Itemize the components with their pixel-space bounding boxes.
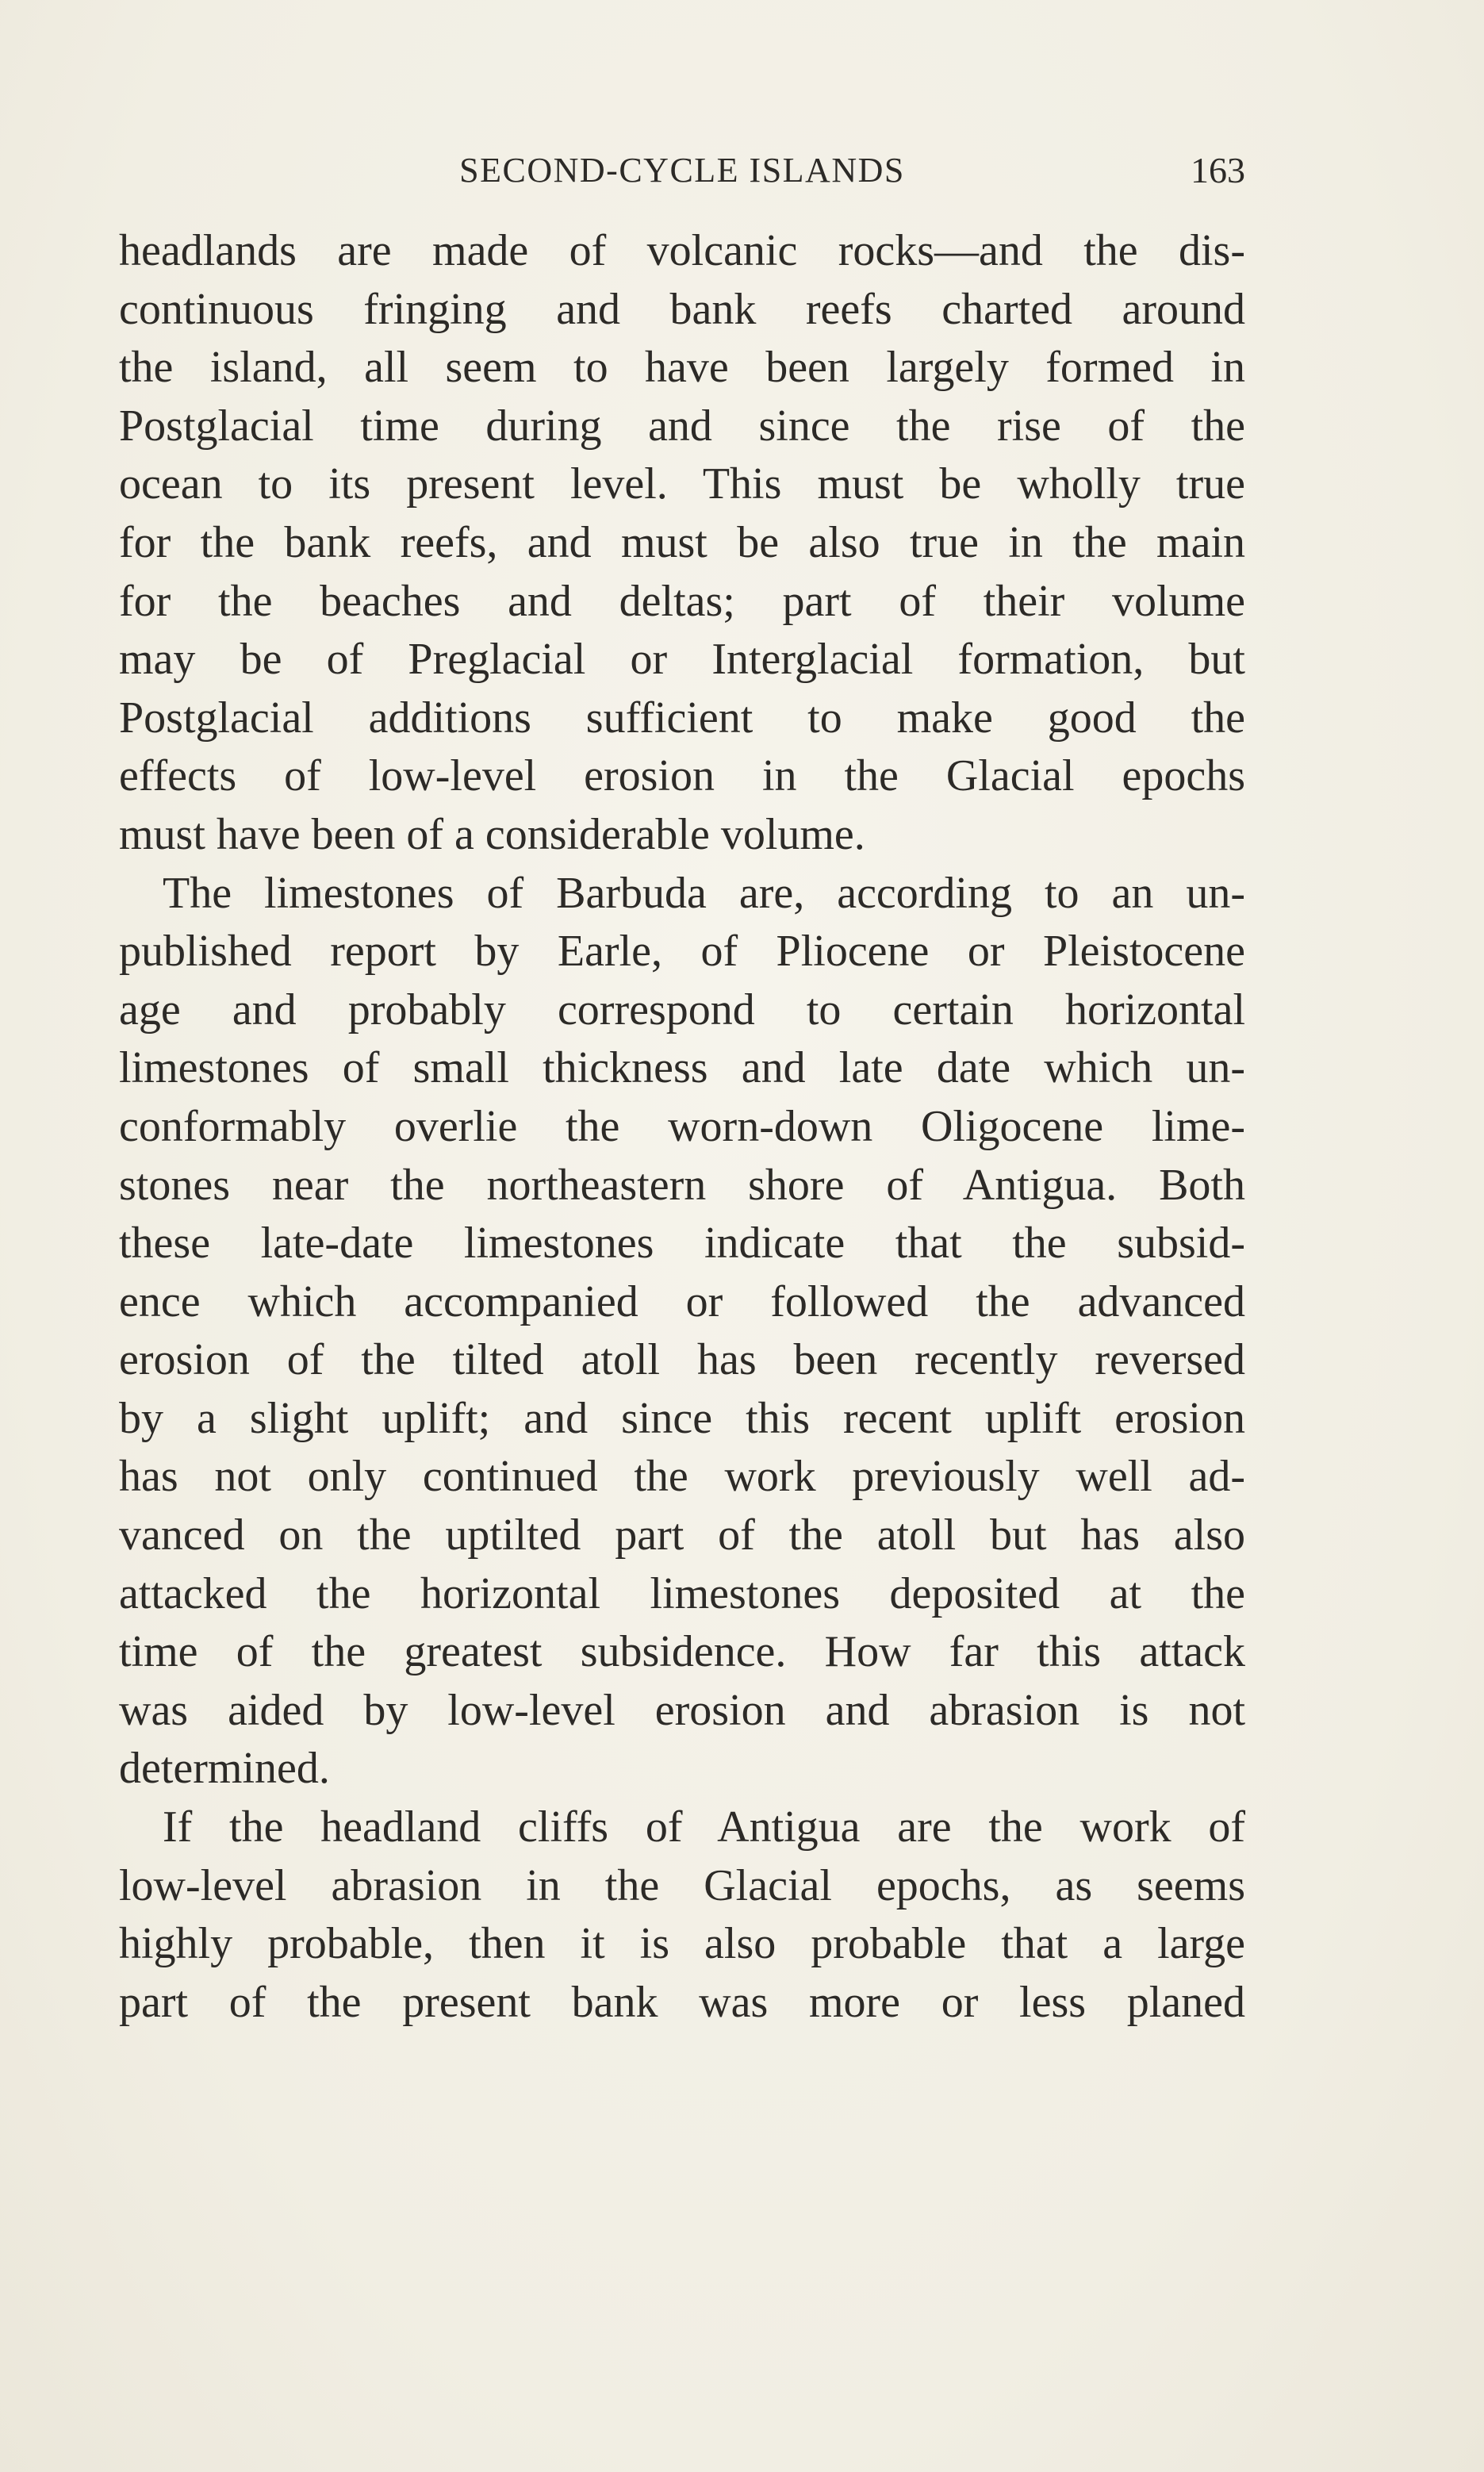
text-line: limestones of small thickness and late date which un- xyxy=(119,1043,1245,1093)
text-line: conformably overlie the worn-down Oligocene lime- xyxy=(119,1101,1245,1151)
text-line: has not only continued the work previously well ad- xyxy=(119,1452,1245,1502)
text-line: erosion of the tilted atoll has been recently reversed xyxy=(119,1335,1245,1385)
text-line: headlands are made of volcanic rocks—and the dis- xyxy=(119,226,1245,275)
text-line: If the headland cliffs of Antigua are the work of xyxy=(163,1802,1245,1852)
page-header xyxy=(119,147,1245,194)
text-line: published report by Earle, of Pliocene or Pleistocene xyxy=(119,927,1245,977)
text-line: the island, all seem to have been largely formed in xyxy=(119,343,1245,393)
text-line: highly probable, then it is also probable that a large xyxy=(119,1919,1245,1969)
text-line: age and probably correspond to certain horizontal xyxy=(119,985,1245,1034)
text-line: must have been of a considerable volume. xyxy=(119,809,865,859)
text-line: was aided by low-level erosion and abrasion is not xyxy=(119,1685,1245,1735)
text-line: part of the present bank was more or less planed xyxy=(119,1977,1245,2027)
text-line: by a slight uplift; and since this recent uplift erosion xyxy=(119,1393,1245,1443)
text-line: Postglacial time during and since the rise of the xyxy=(119,401,1245,451)
text-line: time of the greatest subsidence. How far this attack xyxy=(119,1627,1245,1677)
page-number: 163 xyxy=(1191,150,1245,190)
text-line: determined. xyxy=(119,1744,330,1794)
text-line: Postglacial additions sufficient to make good the xyxy=(119,693,1245,743)
text-line: ocean to its present level. This must be wholly true xyxy=(119,459,1245,509)
text-line: effects of low-level erosion in the Glacial epochs xyxy=(119,751,1245,801)
text-line: vanced on the uptilted part of the atoll but has also xyxy=(119,1510,1245,1560)
text-line: may be of Preglacial or Interglacial formation, but xyxy=(119,635,1245,685)
text-line: for the beaches and deltas; part of their volume xyxy=(119,576,1245,626)
paragraph-1 xyxy=(119,222,1245,865)
body-text xyxy=(119,222,1245,2032)
text-line: for the bank reefs, and must be also true in the main xyxy=(119,517,1245,567)
text-line: ence which accompanied or followed the advanced xyxy=(119,1276,1245,1326)
text-line: stones near the northeastern shore of Antigua. Both xyxy=(119,1160,1245,1210)
paragraph-2 xyxy=(119,865,1245,1799)
text-line: these late-date limestones indicate that the subsid- xyxy=(119,1219,1245,1269)
text-line: The limestones of Barbuda are, according to an un- xyxy=(163,868,1245,918)
paragraph-3 xyxy=(119,1798,1245,2032)
text-line: low-level abrasion in the Glacial epochs, as seems xyxy=(119,1860,1245,1910)
text-line: continuous fringing and bank reefs charted around xyxy=(119,284,1245,334)
text-line: attacked the horizontal limestones deposited at the xyxy=(119,1568,1245,1618)
running-title: SECOND-CYCLE ISLANDS xyxy=(459,151,905,190)
